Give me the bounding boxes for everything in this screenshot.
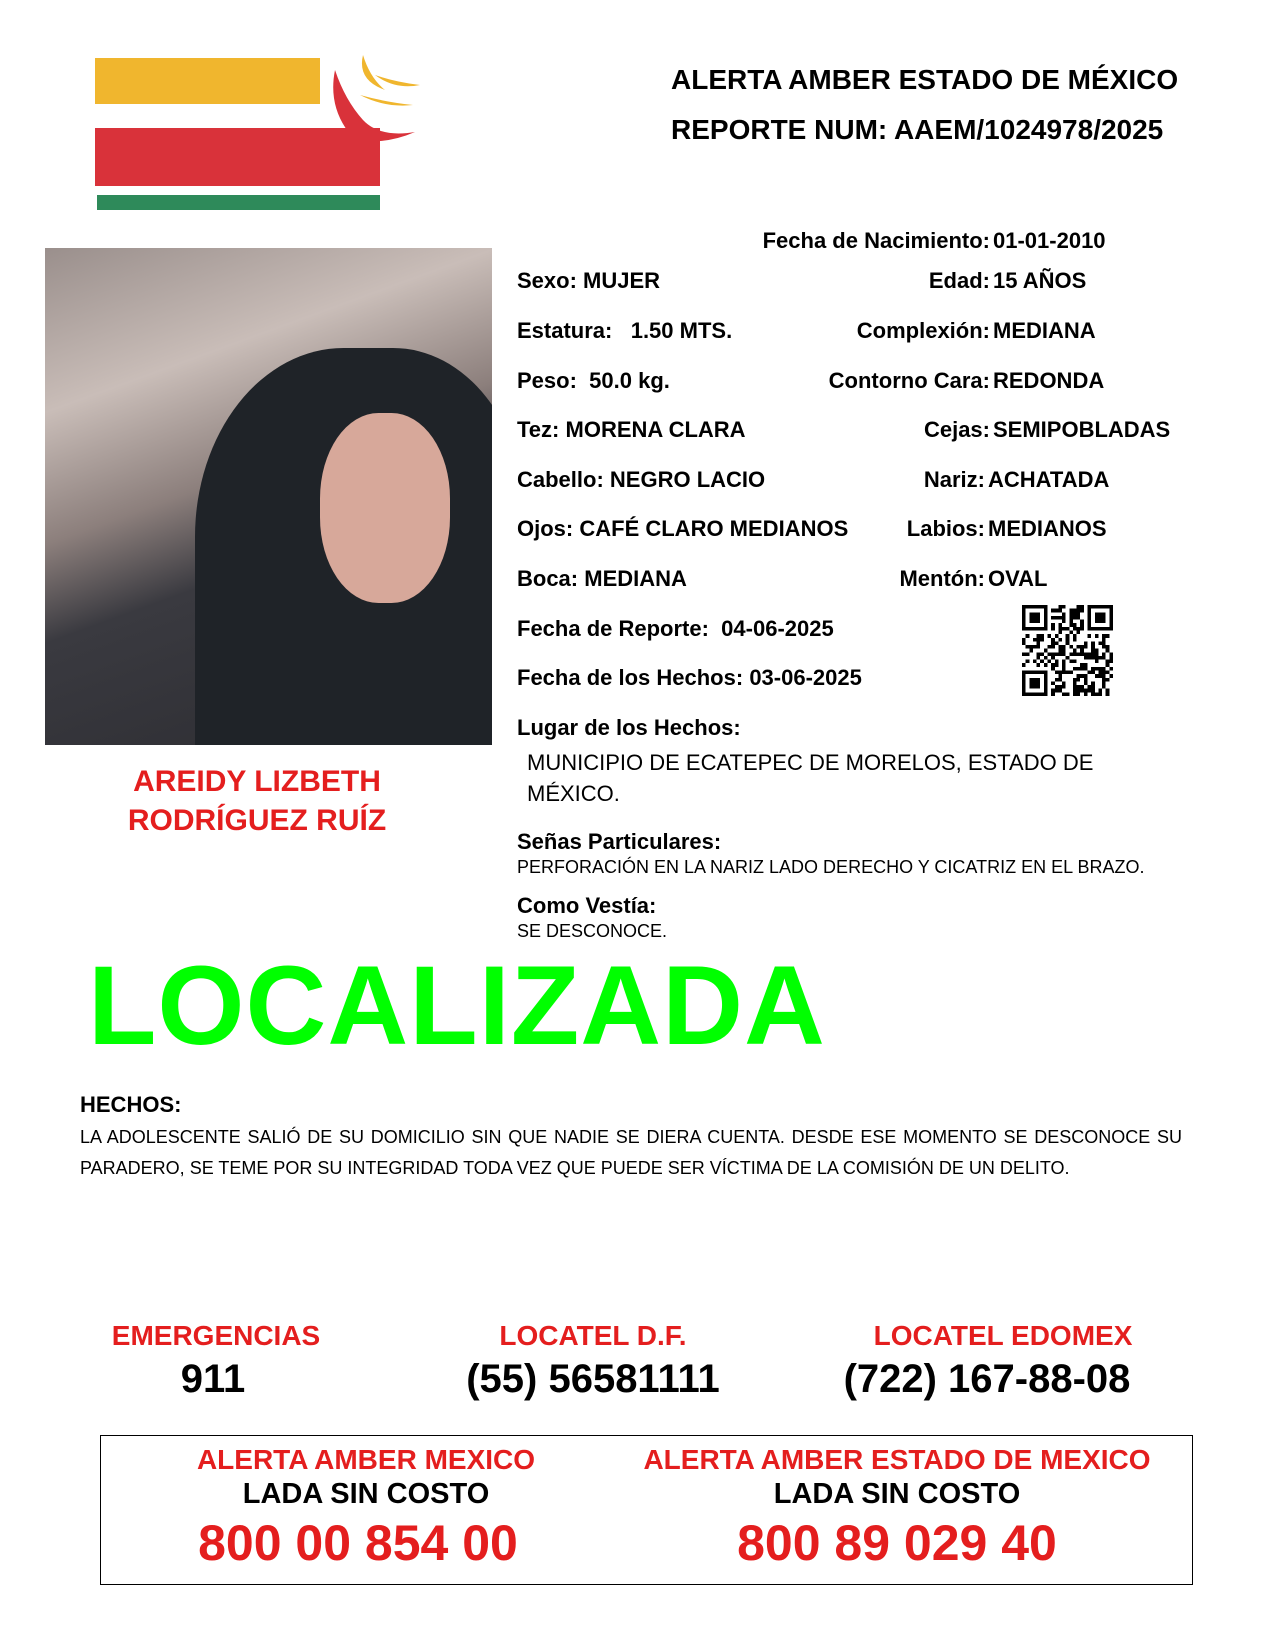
- phone-number-emergencias: 911: [180, 1357, 246, 1401]
- hechos-fecha-value: 03-06-2025: [749, 665, 862, 690]
- phone-label-locatel-edomex: LOCATEL EDOMEX: [873, 1320, 1133, 1351]
- phone-label-emergencias: EMERGENCIAS: [111, 1320, 321, 1351]
- tollfree-number-edomex: 800 89 029 40: [737, 1515, 1057, 1571]
- edad-value: 15 AÑOS: [993, 268, 1087, 293]
- phone-number-locatel-df: (55) 56581111: [466, 1357, 720, 1401]
- reporte-value: 04-06-2025: [721, 616, 834, 641]
- birth-label: Fecha de Nacimiento:: [762, 228, 990, 253]
- lugar-label: Lugar de los Hechos:: [517, 715, 741, 740]
- phone-number-locatel-edomex: (722) 167-88-08: [843, 1357, 1131, 1401]
- boca-label: Boca:: [517, 566, 579, 591]
- hechos-label: HECHOS:: [80, 1092, 182, 1117]
- cara-label: Contorno Cara:: [828, 368, 990, 393]
- complexion-value: MEDIANA: [993, 318, 1096, 343]
- menton-label: Mentón:: [899, 566, 985, 591]
- cejas-label: Cejas:: [923, 417, 990, 442]
- sexo-value: MUJER: [583, 268, 661, 293]
- labios-label: Labios:: [906, 516, 985, 541]
- edad-label: Edad:: [928, 268, 990, 293]
- header-title: ALERTA AMBER ESTADO DE MÉXICO: [671, 64, 1179, 95]
- tollfree-sub-mexico: LADA SIN COSTO: [242, 1478, 490, 1510]
- estatura-value: 1.50 MTS.: [630, 318, 733, 343]
- vestia-label: Como Vestía:: [517, 893, 657, 918]
- cabello-value: NEGRO LACIO: [609, 467, 766, 492]
- person-name-line1: AREIDY LIZBETH: [133, 765, 381, 798]
- person-photo: [45, 248, 492, 745]
- tez-label: Tez:: [517, 417, 560, 442]
- tollfree-label-edomex: ALERTA AMBER ESTADO DE MEXICO: [643, 1444, 1151, 1475]
- cara-value: REDONDA: [993, 368, 1105, 393]
- nariz-value: ACHATADA: [988, 467, 1110, 492]
- menton-value: OVAL: [988, 566, 1048, 591]
- tollfree-number-mexico: 800 00 854 00: [198, 1515, 518, 1571]
- cabello-label: Cabello:: [517, 467, 604, 492]
- peso-value: 50.0 kg.: [589, 368, 670, 393]
- tollfree-label-mexico: ALERTA AMBER MEXICO: [196, 1444, 536, 1475]
- peso-label: Peso:: [517, 368, 577, 393]
- qr-code: [1022, 605, 1113, 696]
- senas-label: Señas Particulares:: [517, 829, 722, 854]
- reporte-label: Fecha de Reporte:: [517, 616, 709, 641]
- localizada-stamp: LOCALIZADA: [88, 943, 826, 1068]
- lugar-value-line2: MÉXICO.: [527, 781, 620, 806]
- vestia-value: SE DESCONOCE.: [517, 921, 668, 941]
- phone-label-locatel-df: LOCATEL D.F.: [499, 1320, 687, 1351]
- birth-value: 01-01-2010: [993, 228, 1106, 253]
- boca-value: MEDIANA: [584, 566, 687, 591]
- hechos-text: LA ADOLESCENTE SALIÓ DE SU DOMICILIO SIN QUE NADIE SE DIERA CUENTA. DESDE ESE MOMENTO SE DESCONOCE SU PARADERO, SE TEME POR SU INTEGRIDAD TODA VEZ QUE PUEDE SER VÍCTIMA DE LA COMISIÓN DE UN DELITO.: [80, 1127, 1182, 1178]
- cejas-value: SEMIPOBLADAS: [993, 417, 1171, 442]
- person-name-line2: RODRÍGUEZ RUÍZ: [127, 804, 387, 837]
- alerta-amber-logo: [95, 50, 425, 215]
- senas-value: PERFORACIÓN EN LA NARIZ LADO DERECHO Y CICATRIZ EN EL BRAZO.: [517, 857, 1145, 877]
- labios-value: MEDIANOS: [988, 516, 1107, 541]
- tollfree-sub-edomex: LADA SIN COSTO: [773, 1478, 1021, 1510]
- ojos-label: Ojos:: [517, 516, 574, 541]
- ojos-value: CAFÉ CLARO MEDIANOS: [579, 516, 849, 541]
- report-number: REPORTE NUM: AAEM/1024978/2025: [671, 114, 1164, 145]
- nariz-label: Nariz:: [923, 467, 985, 492]
- sexo-label: Sexo:: [517, 268, 577, 293]
- lugar-value-line1: MUNICIPIO DE ECATEPEC DE MORELOS, ESTADO DE: [527, 750, 1094, 775]
- tez-value: MORENA CLARA: [565, 417, 746, 442]
- estatura-label: Estatura:: [517, 318, 613, 343]
- hechos-fecha-label: Fecha de los Hechos:: [517, 665, 744, 690]
- complexion-label: Complexión:: [856, 318, 990, 343]
